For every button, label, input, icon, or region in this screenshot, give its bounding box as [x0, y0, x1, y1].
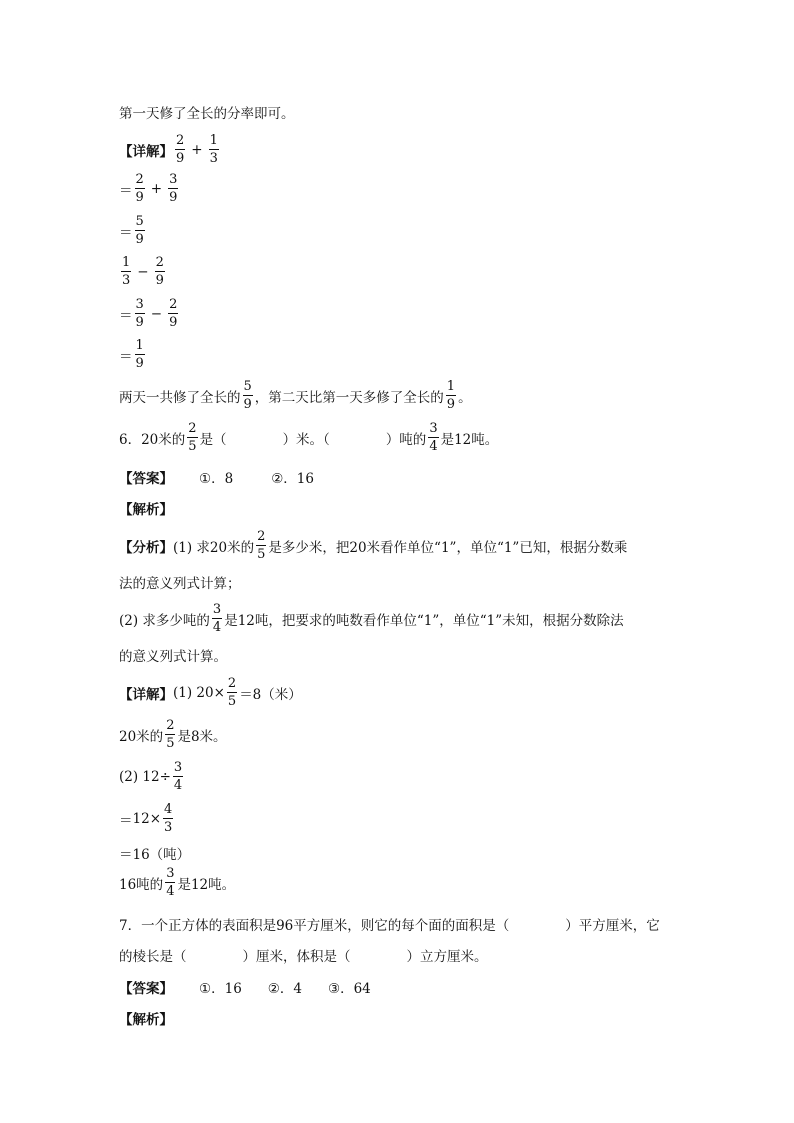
- fraction: $\frac{3}{4}$: [429, 421, 438, 454]
- answer-value: ①．16: [199, 981, 242, 997]
- detail-line: [119, 843, 190, 863]
- question-7-cont: [119, 945, 488, 965]
- analysis-line: [119, 572, 241, 592]
- answer-line: [119, 977, 371, 997]
- answer-value: ③．64: [327, 981, 371, 997]
- text-segment: 法的意义列式计算；: [119, 576, 241, 592]
- answer-tag: 【答案】: [119, 471, 173, 487]
- fraction: $\frac{1}{9}$: [446, 379, 456, 412]
- fenxi-tag: 【分析】: [119, 539, 173, 556]
- text-segment: 。: [458, 389, 472, 406]
- operator: −: [150, 305, 163, 322]
- analysis-tag: 【解析】: [119, 502, 173, 518]
- fraction: $\frac{2}{9}$: [155, 255, 164, 288]
- text-segment: 12: [132, 810, 150, 827]
- text-segment: (1) 求20米的: [173, 539, 255, 556]
- fraction: $\frac{2}{9}$: [135, 172, 144, 205]
- text-segment: ）厘米，体积是（: [242, 949, 351, 965]
- text-segment: 20米的: [119, 728, 164, 745]
- math-line: [119, 256, 167, 287]
- text-segment: ，第二天比第一天多修了全长的: [254, 389, 444, 406]
- question-6: [119, 422, 498, 453]
- equals: ＝: [119, 812, 133, 829]
- detail-line: [119, 719, 227, 750]
- answer-value: ②．4: [267, 981, 302, 997]
- fraction: $\frac{3}{9}$: [169, 172, 178, 205]
- text-segment: 是8米。: [177, 728, 227, 745]
- fraction: $\frac{3}{9}$: [135, 297, 144, 330]
- analysis-line: [119, 530, 627, 561]
- text-line: [119, 102, 295, 122]
- text-segment: 是12吨。: [177, 876, 236, 893]
- math-line: [119, 298, 180, 329]
- analysis-line: [119, 603, 624, 634]
- detail-line: [119, 677, 302, 708]
- math-line: [119, 215, 147, 246]
- operator: +: [150, 180, 163, 197]
- fraction: $\frac{3}{4}$: [166, 866, 175, 899]
- text-segment: 是12吨，把要求的吨数看作单位“1”，单位“1”未知，根据分数除法: [224, 612, 624, 629]
- text-segment: ＝8（米）: [239, 686, 302, 703]
- operator: +: [191, 141, 203, 158]
- text-segment: 是12吨。: [440, 431, 499, 448]
- text-segment: ）立方厘米。: [406, 949, 488, 965]
- equals: ＝: [119, 182, 133, 199]
- answer-value: ②．16: [271, 471, 314, 487]
- text-segment: ）平方厘米，它: [565, 918, 660, 934]
- question-7: [119, 914, 660, 934]
- analysis-header: [119, 1008, 173, 1028]
- operator: ×: [213, 684, 225, 701]
- fraction: $\frac{5}{9}$: [135, 214, 144, 247]
- detail-line: [119, 803, 175, 834]
- operator: −: [137, 263, 149, 280]
- math-line: [119, 134, 221, 165]
- fraction: $\frac{3}{4}$: [212, 602, 222, 635]
- text-segment: 16吨的: [119, 876, 164, 893]
- math-line: [119, 339, 147, 370]
- detail-line: [119, 867, 235, 898]
- analysis-tag: 【解析】: [119, 1012, 173, 1028]
- answer-line: [119, 467, 314, 487]
- equals: ＝: [119, 348, 133, 365]
- fraction: $\frac{1}{3}$: [122, 255, 131, 288]
- text-segment: 6．20米的: [119, 431, 186, 448]
- fraction: $\frac{2}{5}$: [227, 676, 237, 709]
- text-segment: (2) 12: [119, 768, 160, 785]
- detail-tag: 【详解】: [119, 686, 173, 703]
- text-segment: 的意义列式计算。: [119, 649, 227, 665]
- answer-tag: 【答案】: [119, 981, 173, 997]
- analysis-header: [119, 498, 173, 518]
- detail-line: [119, 761, 185, 792]
- fraction: $\frac{2}{9}$: [169, 297, 178, 330]
- text-segment: 是多少米，把20米看作单位“1”，单位“1”已知，根据分数乘: [268, 539, 628, 556]
- fraction: $\frac{1}{9}$: [135, 338, 144, 371]
- equals: ＝: [119, 307, 133, 324]
- text-segment: ）米。（: [282, 431, 330, 448]
- math-line: [119, 173, 180, 204]
- answer-value: ①．8: [199, 471, 234, 487]
- text-line: [119, 380, 472, 411]
- text-segment: (1) 20: [173, 684, 214, 701]
- paragraph-text: 第一天修了全长的分率即可。: [119, 106, 295, 122]
- fraction: $\frac{2}{5}$: [188, 421, 197, 454]
- detail-tag: 【详解】: [119, 143, 173, 160]
- equals: ＝: [119, 224, 133, 241]
- fraction: $\frac{5}{9}$: [243, 379, 252, 412]
- text-segment: 两天一共修了全长的: [119, 389, 241, 406]
- fraction: $\frac{2}{9}$: [176, 133, 185, 166]
- operator: ÷: [159, 768, 171, 785]
- text-segment: 是（: [199, 431, 227, 448]
- fraction: $\frac{3}{4}$: [173, 760, 183, 793]
- analysis-line: [119, 645, 227, 665]
- fraction: $\frac{2}{5}$: [257, 529, 266, 562]
- text-segment: ＝16（吨）: [119, 847, 191, 863]
- text-segment: 7．一个正方体的表面积是96平方厘米，则它的每个面的面积是（: [119, 918, 510, 934]
- text-segment: 的棱长是（: [119, 949, 187, 965]
- text-segment: (2) 求多少吨的: [119, 612, 210, 629]
- text-segment: ）吨的: [385, 431, 427, 448]
- operator: ×: [149, 810, 161, 827]
- fraction: $\frac{4}{3}$: [164, 802, 173, 835]
- fraction: $\frac{2}{5}$: [166, 718, 175, 751]
- fraction: $\frac{1}{3}$: [209, 133, 218, 166]
